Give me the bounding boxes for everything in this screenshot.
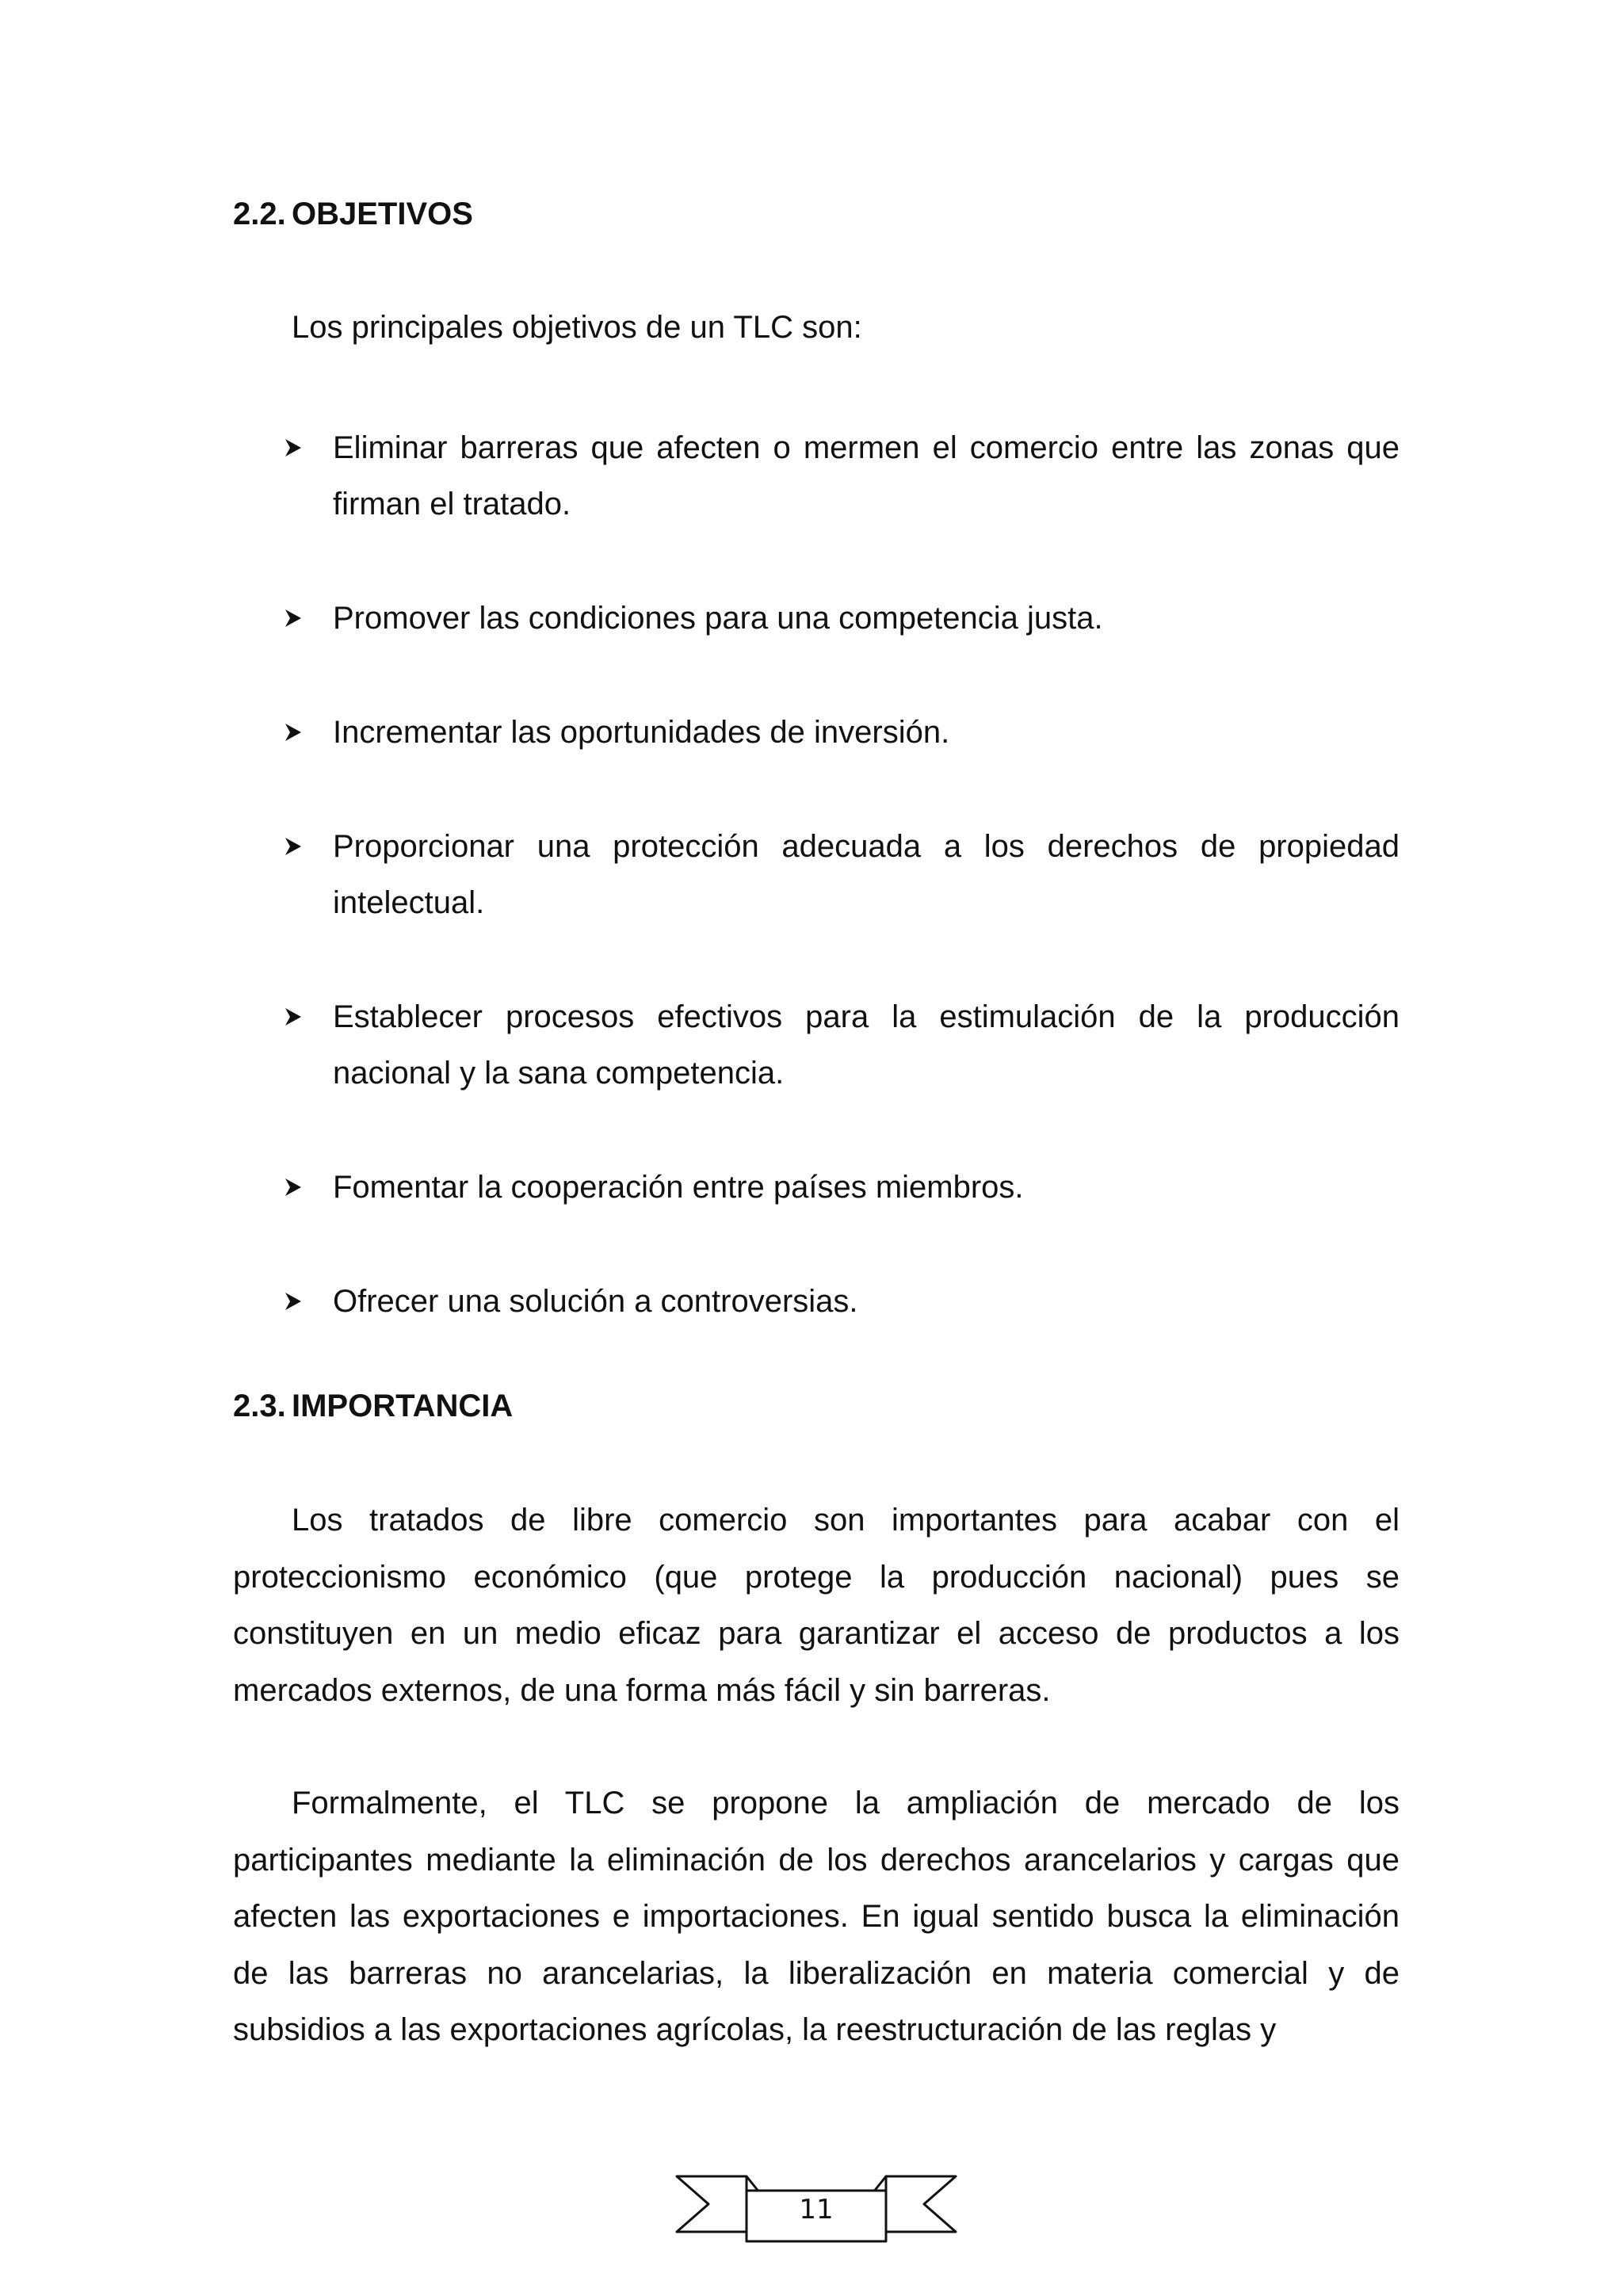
list-item [277, 1274, 1400, 1330]
list-item-text: Promover las condiciones para una competencia justa. [333, 601, 1103, 636]
list-item-text: Ofrecer una solución a controversias. [333, 1284, 858, 1319]
section-number: 2.3. [233, 1389, 286, 1423]
intro-text: Los principales objetivos de un TLC son: [292, 310, 862, 345]
arrowhead-bullet-icon [284, 608, 303, 628]
list-item [277, 989, 1400, 1102]
section-title: OBJETIVOS [292, 197, 473, 231]
page-footer [674, 2168, 959, 2248]
page-number: 11 [799, 2194, 834, 2225]
list-item [277, 705, 1400, 761]
arrowhead-bullet-icon [284, 1177, 303, 1198]
list-item [277, 590, 1400, 647]
section-number: 2.2. [233, 197, 286, 231]
body-paragraph: Formalmente, el TLC se propone la ampliación de mercado de los participantes mediante la eliminación de los derechos arancelarios y cargas que afecten las exportaciones e importaciones. En igual sentido busca la eliminación de las barreras no arancelarias, la liberalización en materia comercial y de subsidios a las exportaciones agrícolas, la reestructuración de las reglas y [233, 1786, 1400, 2047]
arrowhead-bullet-icon [284, 836, 303, 857]
section-title: IMPORTANCIA [292, 1389, 514, 1423]
list-item [277, 1159, 1400, 1216]
arrowhead-bullet-icon [284, 722, 303, 743]
list-item-text: Fomentar la cooperación entre países miembros. [333, 1170, 1024, 1205]
list-item [277, 819, 1400, 931]
objectives-list [277, 420, 1400, 1330]
body-paragraph: Los tratados de libre comercio son importantes para acabar con el proteccionismo económico (que protege la producción nacional) pues se constituyen en un medio eficaz para garantizar el acceso de productos a los mercados externos, de una forma más fácil y sin barreras. [233, 1503, 1400, 1708]
section-heading-objetivos [233, 195, 473, 233]
list-item-text: Establecer procesos efectivos para la estimulación de la producción nacional y la sana competencia. [333, 999, 1400, 1091]
list-item-text: Proporcionar una protección adecuada a los derechos de propiedad intelectual. [333, 829, 1400, 920]
list-item-text: Incrementar las oportunidades de inversión. [333, 715, 950, 750]
arrowhead-bullet-icon [284, 1291, 303, 1312]
arrowhead-bullet-icon [284, 1007, 303, 1027]
section-heading-importancia [233, 1387, 513, 1425]
list-item-text: Eliminar barreras que afecten o mermen el comercio entre las zonas que firman el tratado. [333, 430, 1400, 521]
list-item [277, 420, 1400, 533]
arrowhead-bullet-icon [284, 437, 303, 458]
